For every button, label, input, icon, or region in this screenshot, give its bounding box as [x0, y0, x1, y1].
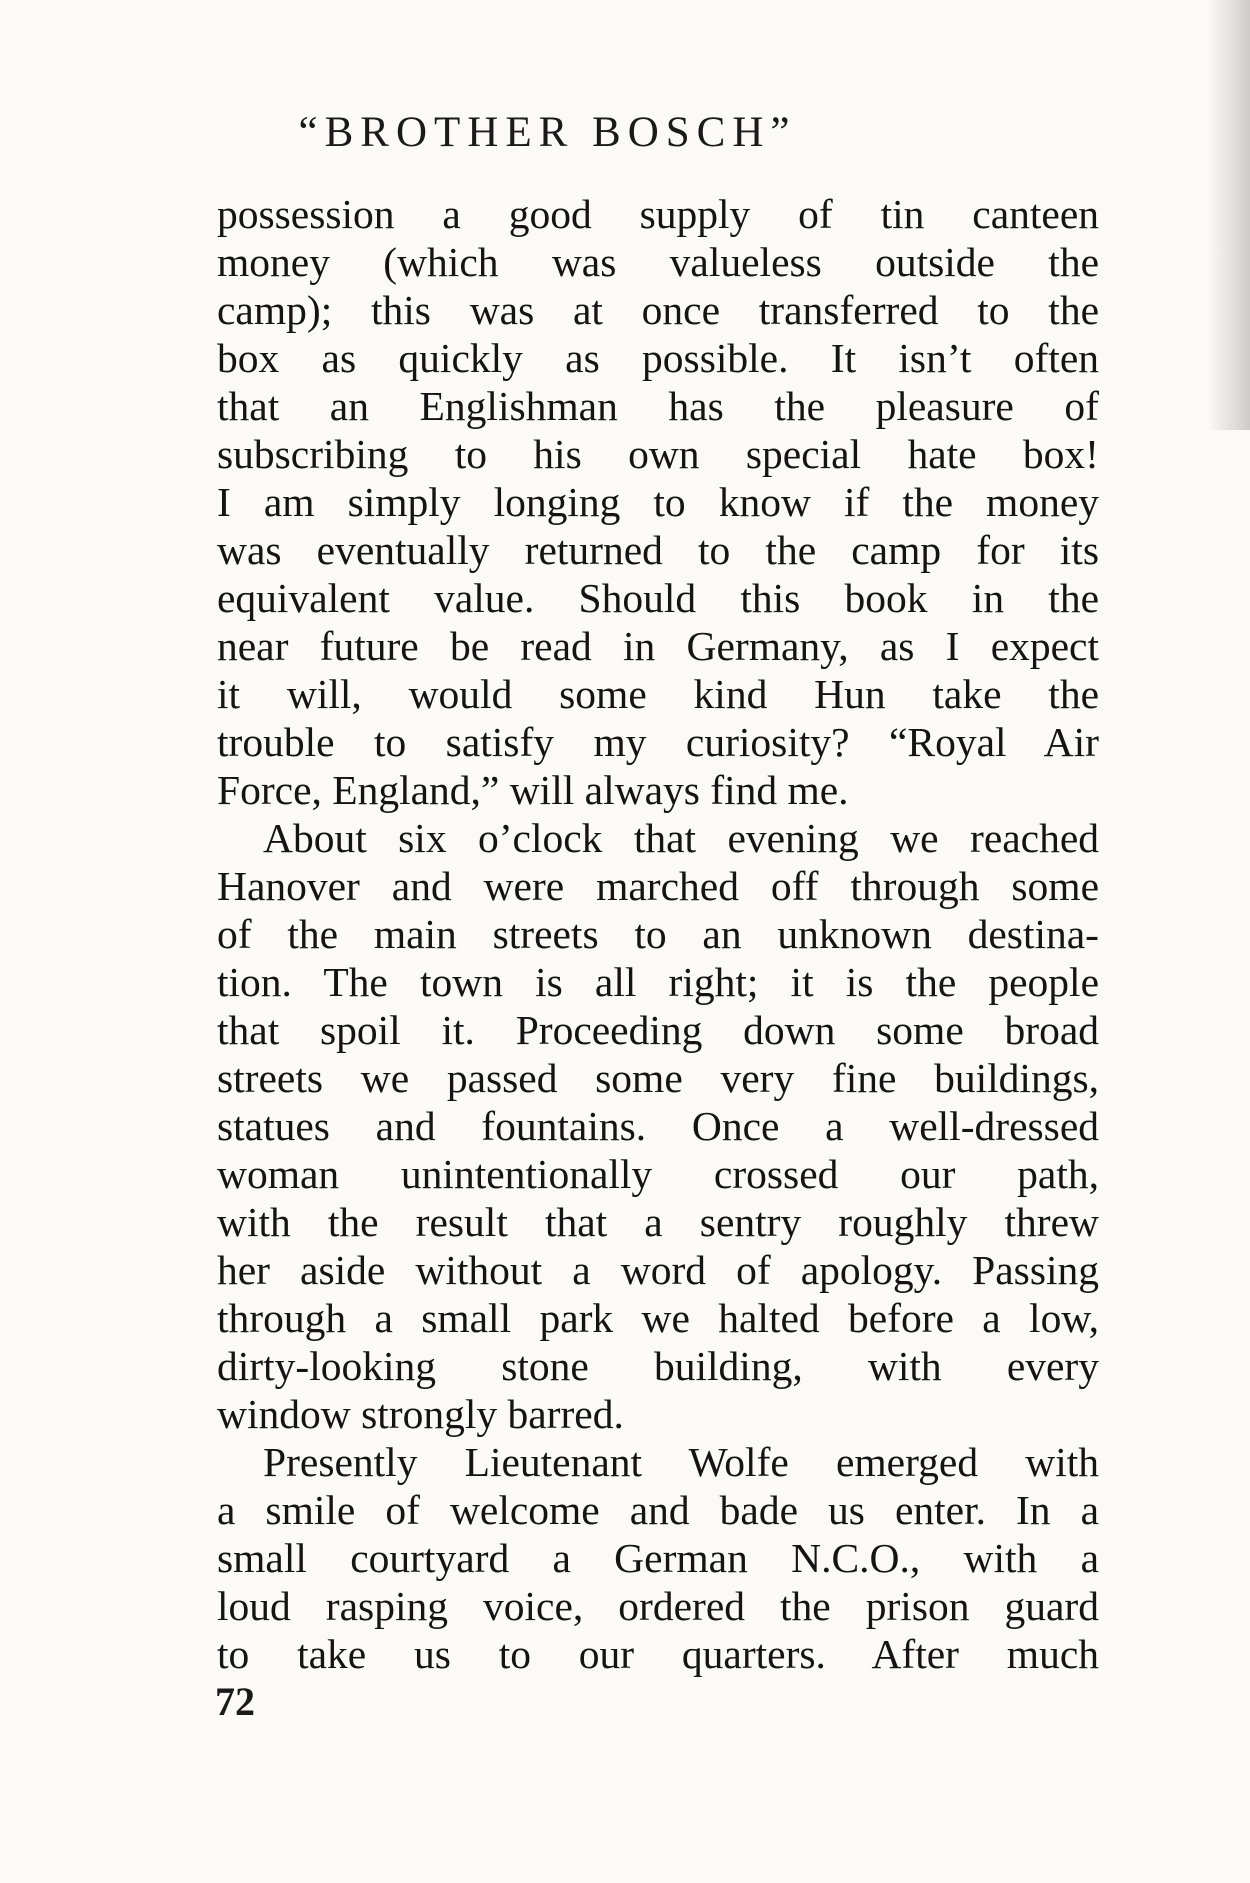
text-line: dirty-looking stone building, with every: [217, 1343, 1099, 1389]
page-number: 72: [215, 1679, 255, 1724]
running-header: “BROTHER BOSCH”: [298, 109, 797, 156]
text-line: tion. The town is all right; it is the people: [217, 959, 1099, 1005]
text-line: Force, England,” will always find me.: [217, 767, 849, 813]
text-line: to take us to our quarters. After much: [217, 1631, 1099, 1677]
text-line: near future be read in Germany, as I expect: [217, 623, 1099, 669]
text-line: subscribing to his own special hate box!: [217, 431, 1099, 477]
text-line: Hanover and were marched off through some: [217, 863, 1099, 909]
text-line: money (which was valueless outside the: [217, 239, 1099, 285]
text-line: her aside without a word of apology. Passing: [217, 1247, 1099, 1293]
text-line: I am simply longing to know if the money: [217, 479, 1099, 525]
text-line: that spoil it. Proceeding down some broad: [217, 1007, 1099, 1053]
text-line: small courtyard a German N.C.O., with a: [217, 1535, 1099, 1581]
text-line: box as quickly as possible. It isn’t often: [217, 335, 1099, 381]
text-line: was eventually returned to the camp for its: [217, 527, 1099, 573]
text-line: possession a good supply of tin canteen: [217, 191, 1099, 237]
text-line: Presently Lieutenant Wolfe emerged with: [263, 1439, 1099, 1485]
text-line: of the main streets to an unknown destina-: [217, 911, 1099, 957]
text-line: through a small park we halted before a low,: [217, 1295, 1099, 1341]
text-line: trouble to satisfy my curiosity? “Royal Air: [217, 719, 1099, 765]
paragraph-3: [217, 1438, 1099, 1678]
paragraph-2: [217, 814, 1099, 1438]
text-line: camp); this was at once transferred to the: [217, 287, 1099, 333]
text-line: window strongly barred.: [217, 1391, 624, 1437]
text-line: woman unintentionally crossed our path,: [217, 1151, 1099, 1197]
body-text: [217, 190, 1099, 1678]
text-line: that an Englishman has the pleasure of: [217, 383, 1099, 429]
page-edge-shadow: [1208, 0, 1250, 430]
text-line: equivalent value. Should this book in the: [217, 575, 1099, 621]
text-line: streets we passed some very fine buildings,: [217, 1055, 1099, 1101]
text-line: a smile of welcome and bade us enter. In a: [217, 1487, 1099, 1533]
paragraph-1: [217, 190, 1099, 814]
text-line: it will, would some kind Hun take the: [217, 671, 1099, 717]
text-line: statues and fountains. Once a well-dressed: [217, 1103, 1099, 1149]
text-line: loud rasping voice, ordered the prison guard: [217, 1583, 1099, 1629]
text-line: with the result that a sentry roughly threw: [217, 1199, 1099, 1245]
text-line: About six o’clock that evening we reached: [263, 815, 1099, 861]
